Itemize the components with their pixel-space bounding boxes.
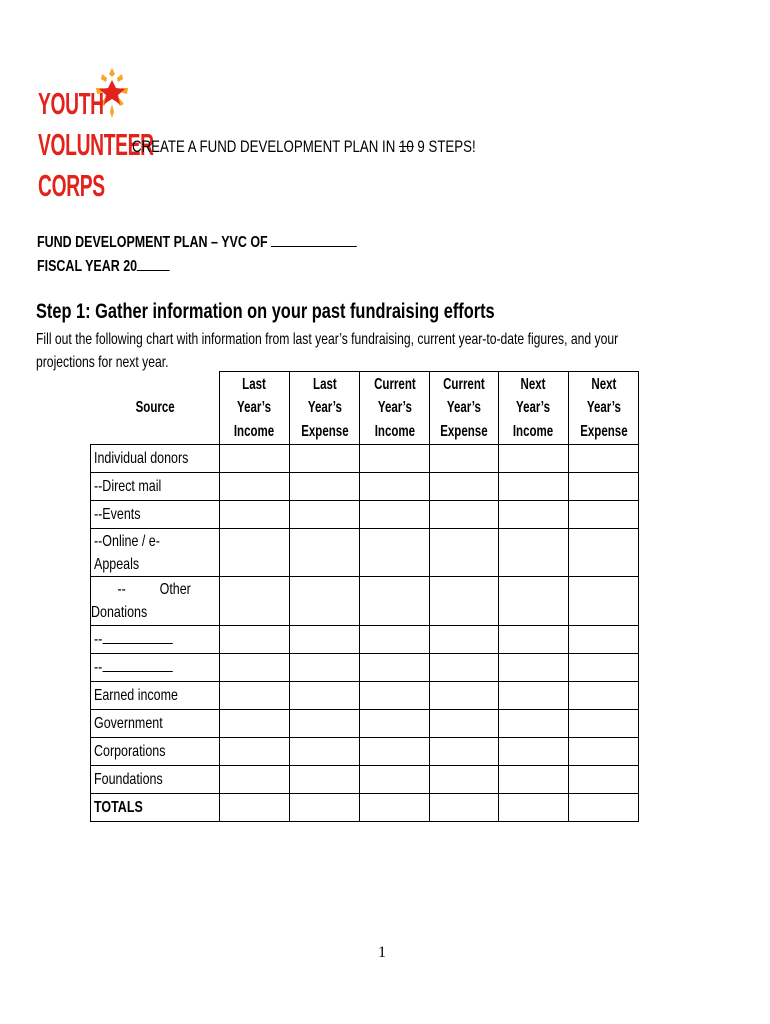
row-label-events: --Events (91, 501, 220, 529)
table-cell[interactable] (430, 710, 499, 738)
row-label-corporations: Corporations (91, 738, 220, 766)
step-title-text: Step 1: Gather information on your past fundraising efforts (36, 300, 495, 323)
table-cell[interactable] (290, 654, 360, 682)
step-description (36, 328, 770, 374)
table-cell[interactable] (290, 738, 360, 766)
table-cell[interactable] (220, 794, 290, 822)
table-cell[interactable] (360, 473, 430, 501)
row-label-direct-mail: --Direct mail (91, 473, 220, 501)
table-cell[interactable] (430, 626, 499, 654)
table-cell[interactable] (360, 710, 430, 738)
fiscal-year-blank[interactable] (137, 256, 170, 271)
title-struck-number: 10 (398, 137, 414, 156)
table-cell[interactable] (430, 654, 499, 682)
fiscal-label: FISCAL YEAR 20 (37, 258, 138, 275)
table-cell[interactable] (430, 738, 499, 766)
title-prefix: CREATE A FUND DEVELOPMENT PLAN IN (132, 137, 399, 156)
row-label-individual-donors: Individual donors (91, 445, 220, 473)
table-cell[interactable] (569, 710, 639, 738)
table-cell[interactable] (220, 626, 290, 654)
table-cell[interactable] (290, 473, 360, 501)
table-cell[interactable] (499, 626, 569, 654)
table-cell[interactable] (569, 445, 639, 473)
table-cell[interactable] (220, 654, 290, 682)
logo-text-corps: CORPS (38, 168, 105, 203)
table-cell[interactable] (499, 473, 569, 501)
table-cell[interactable] (430, 682, 499, 710)
column-header-current-income: Current Year’s Income (360, 372, 430, 445)
table-cell[interactable] (360, 738, 430, 766)
table-cell[interactable] (220, 577, 290, 626)
column-header-source: Source (91, 372, 220, 445)
logo-text-youth: YOUTH (38, 86, 104, 121)
table-cell[interactable] (499, 738, 569, 766)
table-row (91, 529, 639, 577)
table-cell[interactable] (220, 529, 290, 577)
title-suffix: 9 STEPS! (413, 137, 476, 156)
row-label-earned-income: Earned income (91, 682, 220, 710)
column-header-next-expense: Next Year’s Expense (569, 372, 639, 445)
table-cell[interactable] (499, 766, 569, 794)
table-cell[interactable] (290, 794, 360, 822)
table-header-row (91, 372, 639, 445)
table-cell[interactable] (430, 501, 499, 529)
table-cell[interactable] (569, 501, 639, 529)
plan-label: FUND DEVELOPMENT PLAN – YVC OF (37, 234, 272, 251)
table-cell[interactable] (430, 529, 499, 577)
table-cell[interactable] (569, 766, 639, 794)
table-cell[interactable] (499, 445, 569, 473)
table-row-totals (91, 794, 639, 822)
table-row (91, 626, 639, 654)
table-row (91, 710, 639, 738)
table-cell[interactable] (569, 529, 639, 577)
table-cell[interactable] (430, 445, 499, 473)
column-header-current-expense: Current Year’s Expense (430, 372, 499, 445)
table-row (91, 577, 639, 626)
row-label-foundations: Foundations (91, 766, 220, 794)
table-cell[interactable] (499, 710, 569, 738)
page-title (132, 137, 573, 157)
table-cell[interactable] (499, 501, 569, 529)
table-cell[interactable] (360, 654, 430, 682)
table-row (91, 766, 639, 794)
table-cell[interactable] (220, 738, 290, 766)
table-cell[interactable] (290, 529, 360, 577)
table-cell[interactable] (569, 654, 639, 682)
table-cell[interactable] (220, 710, 290, 738)
row-label-totals: TOTALS (91, 794, 220, 822)
table-cell[interactable] (290, 766, 360, 794)
table-row (91, 445, 639, 473)
row-label-blank-2[interactable]: -- (91, 654, 220, 682)
table-cell[interactable] (290, 501, 360, 529)
table-cell[interactable] (499, 654, 569, 682)
table-cell[interactable] (360, 794, 430, 822)
table-cell[interactable] (569, 738, 639, 766)
row-label-online-appeals: --Online / e- Appeals (91, 529, 220, 577)
table-cell[interactable] (569, 682, 639, 710)
row-label-blank-1[interactable]: -- (91, 626, 220, 654)
column-header-next-income: Next Year’s Income (499, 372, 569, 445)
table-cell[interactable] (499, 529, 569, 577)
table-row (91, 473, 639, 501)
step-desc-line2: projections for next year. (36, 354, 169, 371)
table-cell[interactable] (430, 473, 499, 501)
fund-table (90, 371, 639, 822)
table-cell[interactable] (290, 577, 360, 626)
step-desc-line1: Fill out the following chart with information from last year’s fundraising, current year-to-date figures, and your (36, 331, 619, 348)
table-row (91, 654, 639, 682)
table-cell[interactable] (430, 766, 499, 794)
table-cell[interactable] (360, 501, 430, 529)
table-cell[interactable] (569, 577, 639, 626)
table-cell[interactable] (569, 626, 639, 654)
row-label-other-donations: -- Other Donations (91, 577, 220, 626)
table-row (91, 682, 639, 710)
table-cell[interactable] (220, 766, 290, 794)
step-title (36, 300, 624, 324)
table-row (91, 738, 639, 766)
table-cell[interactable] (290, 626, 360, 654)
plan-heading (37, 232, 447, 252)
table-cell[interactable] (360, 529, 430, 577)
fiscal-year-heading (37, 256, 207, 276)
table-cell[interactable] (220, 473, 290, 501)
table-cell[interactable] (360, 766, 430, 794)
table-cell[interactable] (430, 577, 499, 626)
table-cell[interactable] (290, 445, 360, 473)
table-cell[interactable] (569, 794, 639, 822)
table-row (91, 501, 639, 529)
table-cell[interactable] (290, 710, 360, 738)
table-cell[interactable] (290, 682, 360, 710)
table-cell[interactable] (220, 501, 290, 529)
row-label-government: Government (91, 710, 220, 738)
column-header-last-income: Last Year’s Income (220, 372, 290, 445)
table-cell[interactable] (499, 682, 569, 710)
logo (38, 66, 154, 208)
table-cell[interactable] (220, 682, 290, 710)
table-cell[interactable] (569, 473, 639, 501)
yvc-name-blank[interactable] (271, 232, 357, 247)
column-header-last-expense: Last Year’s Expense (290, 372, 360, 445)
table-cell[interactable] (360, 626, 430, 654)
table-cell[interactable] (499, 577, 569, 626)
table-cell[interactable] (360, 682, 430, 710)
table-cell[interactable] (360, 577, 430, 626)
page-number: 1 (378, 944, 386, 961)
table-cell[interactable] (360, 445, 430, 473)
table-cell[interactable] (220, 445, 290, 473)
logo-text-volunteer: VOLUNTEER (38, 127, 154, 162)
table-cell[interactable] (499, 794, 569, 822)
table-cell[interactable] (430, 794, 499, 822)
